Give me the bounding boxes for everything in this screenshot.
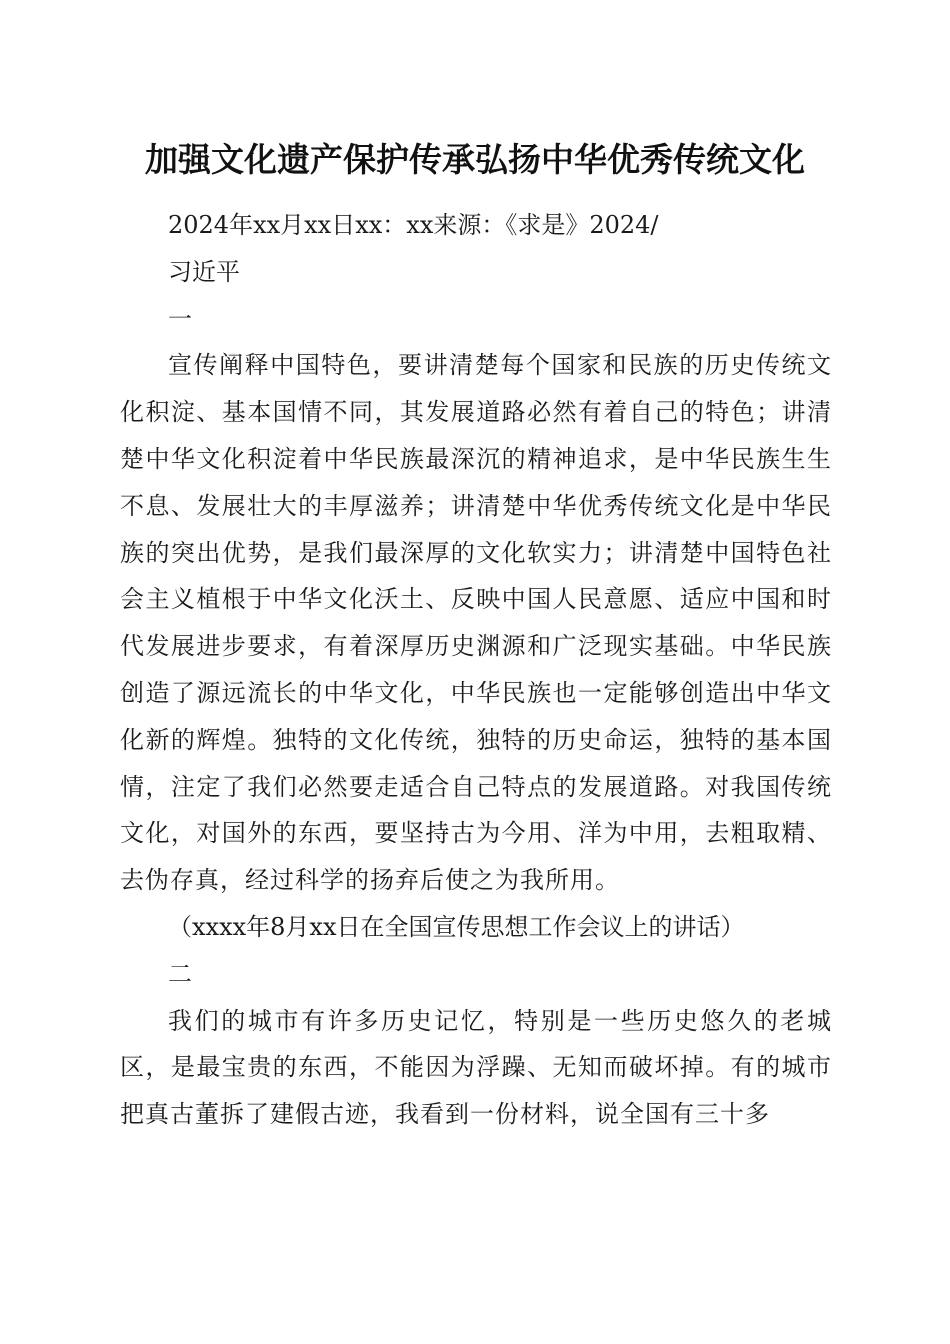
author-name: 习近平 [168,257,240,286]
section-paragraph-2: 我们的城市有许多历史记忆，特别是一些历史悠久的老城区，是最宝贵的东西，不能因为浮躁、无知而破坏掉。有的城市把真古董拆了建假古迹，我看到一份材料，说全国有三十多 [120,1006,832,1129]
section-number-1: 一 [168,304,192,333]
section-number-2: 二 [168,959,192,988]
section-paragraph-1: 宣传阐释中国特色，要讲清楚每个国家和民族的历史传统文化积淀、基本国情不同，其发展道路必然有着自己的特色；讲清楚中华文化积淀着中华民族最深沉的精神追求，是中华民族生生不息、发展壮大的丰厚滋养；讲清楚中华优秀传统文化是中华民族的突出优势，是我们最深厚的文化软实力；讲清楚中国特色社会主义植根于中华文化沃土、反映中国人民意愿、适应中国和时代发展进步要求，有着深厚历史渊源和广泛现实基础。中华民族创造了源远流长的中华文化，中华民族也一定能够创造出中华文化新的辉煌。独特的文化传统，独特的历史命运，独特的基本国情，注定了我们必然要走适合自己特点的发展道路。对我国传统文化，对国外的东西，要坚持古为今用、洋为中用，去粗取精、去伪存真，经过科学的扬弃后使之为我所用。 [120,351,832,895]
document-body [120,202,832,1138]
document-title: 加强文化遗产保护传承弘扬中华优秀传统文化 [145,140,805,179]
speech-source-note: （xxxx年8月xx日在全国宣传思想工作会议上的讲话） [168,912,745,941]
publish-meta-line: 2024年xx月xx日xx：xx来源：《求是》2024/ [168,211,659,239]
